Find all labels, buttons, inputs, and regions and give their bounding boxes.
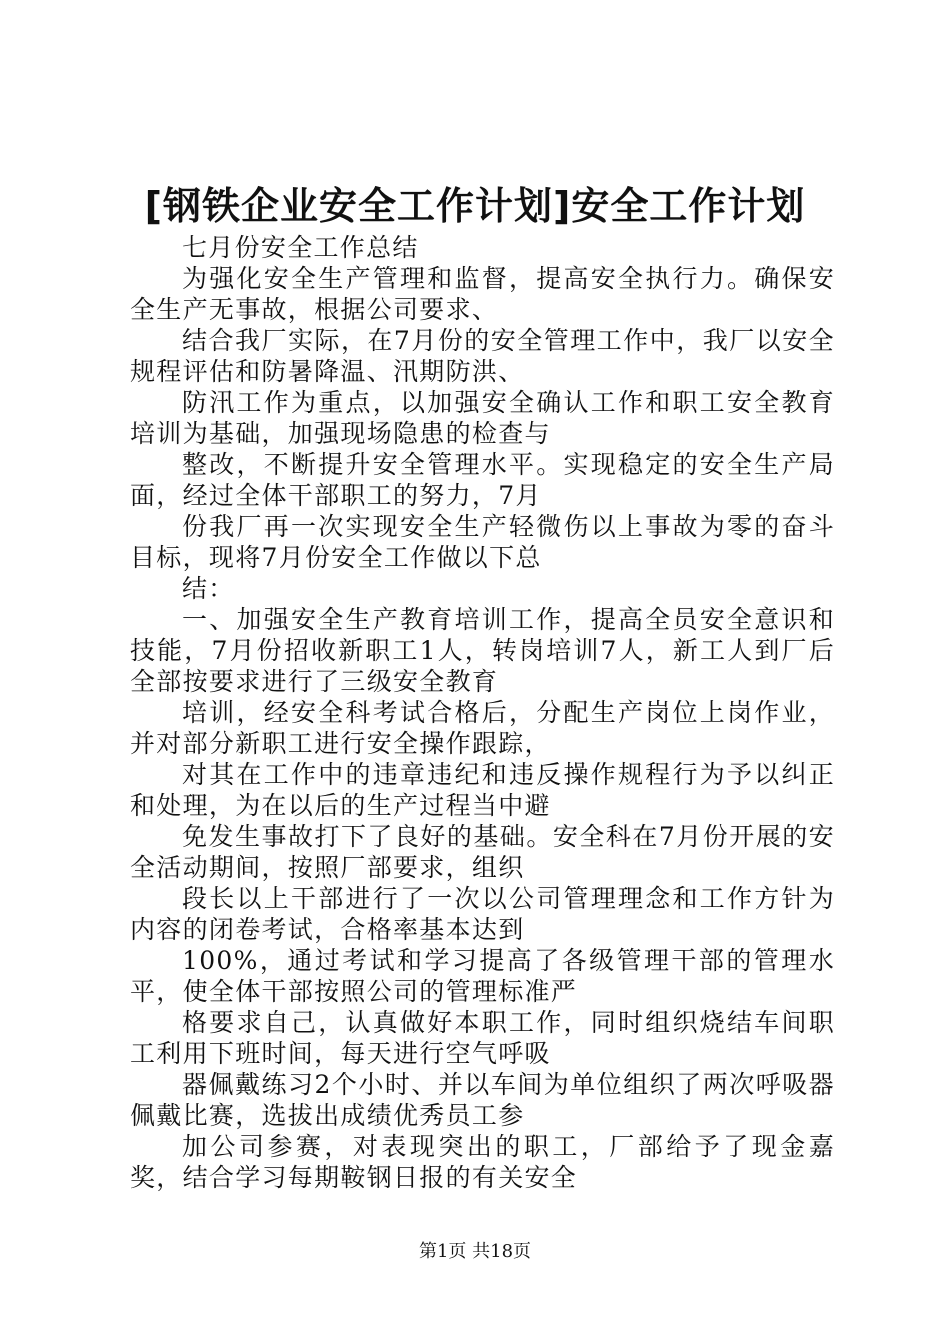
paragraph: 整改，不断提升安全管理水平。实现稳定的安全生产局面，经过全体干部职工的努力，7月 [130,450,835,510]
paragraph: 一、加强安全生产教育培训工作，提高全员安全意识和技能，7月份招收新职工1人，转岗培训7人，新工人到厂后全部按要求进行了三级安全教育 [130,605,835,696]
paragraph: 结： [182,574,235,603]
paragraph: 段长以上干部进行了一次以公司管理理念和工作方针为内容的闭卷考试，合格率基本达到 [130,884,835,944]
paragraph: 七月份安全工作总结 [182,233,419,262]
paragraph: 100%，通过考试和学习提高了各级管理干部的管理水平，使全体干部按照公司的管理标准严 [130,946,835,1006]
paragraph: 格要求自己，认真做好本职工作，同时组织烧结车间职工利用下班时间，每天进行空气呼吸 [130,1008,835,1068]
page-number-footer: 第1页 共18页 [418,1241,532,1262]
paragraph: 对其在工作中的违章违纪和违反操作规程行为予以纠正和处理，为在以后的生产过程当中避 [130,760,835,820]
paragraph: 免发生事故打下了良好的基础。安全科在7月份开展的安全活动期间，按照厂部要求，组织 [130,822,835,882]
paragraph: 器佩戴练习2个小时、并以车间为单位组织了两次呼吸器佩戴比赛，选拔出成绩优秀员工参 [130,1070,835,1130]
paragraph: 份我厂再一次实现安全生产轻微伤以上事故为零的奋斗目标，现将7月份安全工作做以下总 [130,512,835,572]
document-title: [钢铁企业安全工作计划]安全工作计划 [144,184,806,228]
paragraph: 为强化安全生产管理和监督，提高安全执行力。确保安全生产无事故，根据公司要求、 [130,264,835,324]
paragraph: 结合我厂实际，在7月份的安全管理工作中，我厂以安全规程评估和防暑降温、汛期防洪、 [130,326,835,386]
paragraph: 防汛工作为重点，以加强安全确认工作和职工安全教育培训为基础，加强现场隐患的检查与 [130,388,835,448]
paragraph: 培训，经安全科考试合格后，分配生产岗位上岗作业，并对部分新职工进行安全操作跟踪， [130,698,835,758]
paragraph: 加公司参赛，对表现突出的职工，厂部给予了现金嘉奖，结合学习每期鞍钢日报的有关安全 [130,1132,835,1192]
document-body [130,232,835,1193]
